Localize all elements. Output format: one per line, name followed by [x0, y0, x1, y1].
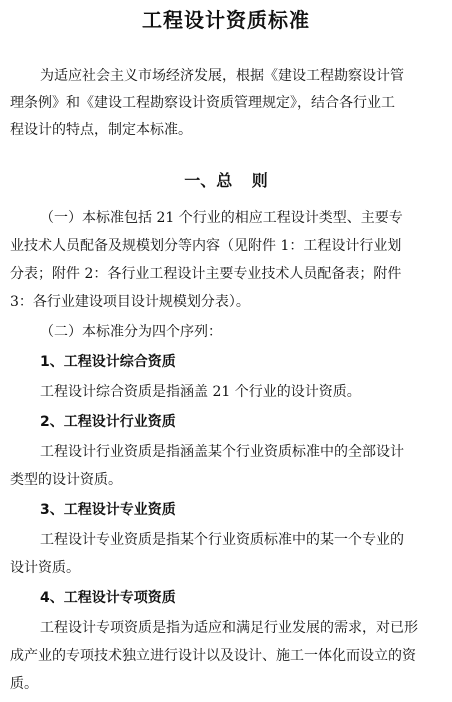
- clause-one-line-1: （一）本标准包括 21 个行业的相应工程设计类型、主要专: [40, 210, 403, 226]
- item-body-2-line-1: 工程设计行业资质是指涵盖某个行业资质标准中的全部设计: [40, 444, 404, 460]
- preamble-line-2: 理条例》和《建设工程勘察设计资质管理规定》，结合各行业工: [10, 95, 395, 111]
- item-heading-4: 4、工程设计专项资质: [40, 590, 176, 606]
- document-title: 工程设计资质标准: [142, 8, 310, 32]
- item-body-4-line-3: 质。: [10, 676, 38, 692]
- preamble-line-3: 程设计的特点，制定本标准。: [10, 122, 192, 138]
- item-heading-1: 1、工程设计综合资质: [40, 354, 176, 370]
- preamble-line-1: 为适应社会主义市场经济发展，根据《建设工程勘察设计管: [40, 68, 404, 84]
- item-body-1-line-1: 工程设计综合资质是指涵盖 21 个行业的设计资质。: [40, 384, 361, 400]
- clause-one-line-3: 分表；附件 2：各行业工程设计主要专业技术人员配备表；附件: [10, 266, 402, 282]
- clause-one-line-4: 3：各行业建设项目设计规模划分表）。: [10, 294, 250, 310]
- item-body-4-line-2: 成产业的专项技术独立进行设计以及设计、施工一体化而设立的资: [10, 648, 416, 664]
- item-body-2-line-2: 类型的设计资质。: [10, 472, 122, 488]
- item-heading-2: 2、工程设计行业资质: [40, 414, 176, 430]
- item-heading-3: 3、工程设计专业资质: [40, 502, 176, 518]
- section-heading: 一、总 则: [184, 171, 268, 190]
- item-body-3-line-1: 工程设计专业资质是指某个行业资质标准中的某一个专业的: [40, 532, 404, 548]
- clause-one-line-2: 业技术人员配备及规模划分等内容（见附件 1：工程设计行业划: [10, 238, 402, 254]
- clause-two: （二）本标准分为四个序列：: [40, 324, 222, 340]
- item-body-4-line-1: 工程设计专项资质是指为适应和满足行业发展的需求，对已形: [40, 620, 418, 636]
- item-body-3-line-2: 设计资质。: [10, 560, 80, 576]
